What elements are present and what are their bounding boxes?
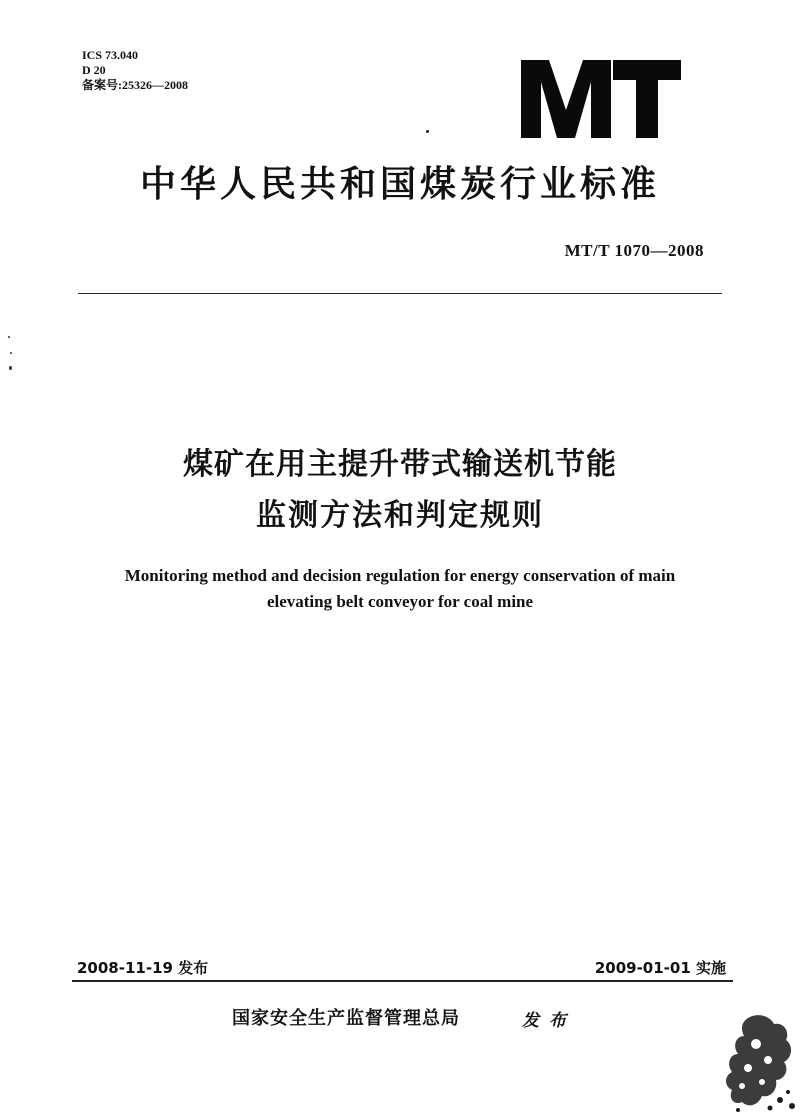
standard-code: MT/T 1070—2008	[564, 241, 704, 260]
title-english-line1: Monitoring method and decision regulation for energy conservation of main	[124, 566, 676, 585]
header-divider	[78, 293, 722, 294]
footer-divider	[72, 980, 733, 982]
issue-date: 2008-11-19 发布	[77, 959, 209, 977]
classification-block	[82, 48, 188, 93]
implementation-date: 2009-01-01 实施	[594, 959, 726, 977]
title-chinese-line1: 煤矿在用主提升带式输送机节能	[183, 447, 617, 482]
ccs-code: D 20	[82, 63, 106, 77]
publish-label: 发布	[522, 1011, 576, 1031]
publisher-name: 国家安全生产监督管理总局	[232, 1008, 460, 1029]
title-chinese-line2: 监测方法和判定规则	[256, 498, 544, 533]
org-title: 中华人民共和国煤炭行业标准	[139, 164, 660, 205]
scan-speck	[10, 352, 12, 354]
scan-speck	[9, 366, 12, 370]
scan-speck	[8, 336, 10, 338]
scan-stamp-mark	[718, 1010, 800, 1115]
mt-logo	[521, 60, 681, 138]
ics-code: ICS 73.040	[82, 48, 139, 62]
record-number: 备案号:25326—2008	[82, 78, 188, 92]
title-english-line2: elevating belt conveyor for coal mine	[266, 592, 534, 611]
decorative-dot	[426, 130, 429, 133]
